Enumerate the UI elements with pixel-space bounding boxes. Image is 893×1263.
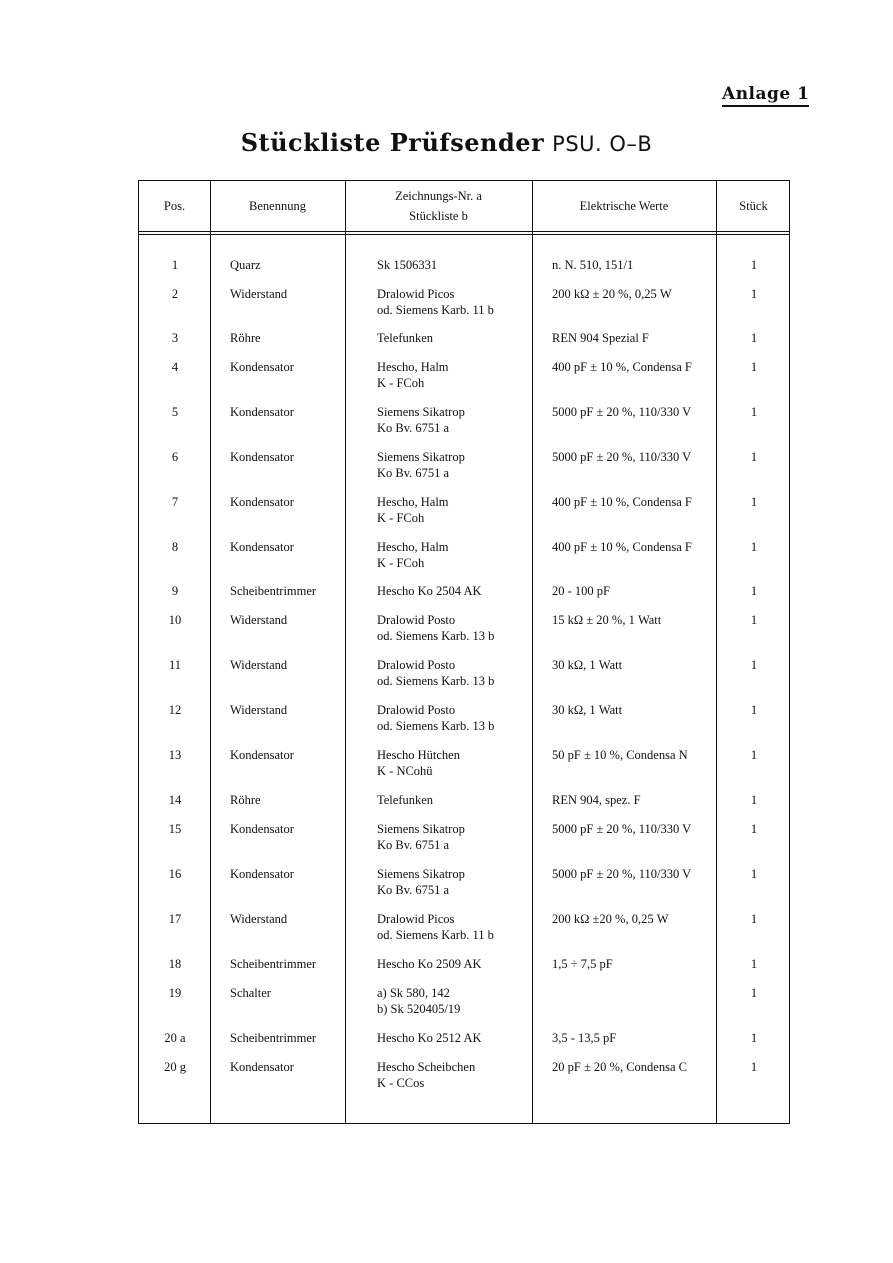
row-stueck: 1 bbox=[750, 748, 758, 762]
row-zeichnung-a: a) Sk 580, 142 bbox=[377, 986, 450, 1000]
row-pos: 1 bbox=[171, 258, 179, 272]
row-elektrisch: 50 pF ± 10 %, Condensa N bbox=[552, 748, 688, 762]
row-pos: 15 bbox=[168, 822, 182, 836]
row-pos: 18 bbox=[168, 957, 182, 971]
row-benennung: Röhre bbox=[230, 331, 261, 345]
row-benennung: Scheibentrimmer bbox=[230, 584, 317, 598]
row-zeichnung-a: Hescho, Halm bbox=[377, 540, 449, 554]
row-zeichnung-b: K - FCoh bbox=[377, 511, 425, 525]
row-zeichnung-b: Ko Bv. 6751 a bbox=[377, 466, 450, 480]
row-zeichnung-b: b) Sk 520405/19 bbox=[377, 1002, 461, 1016]
row-elektrisch: 200 kΩ ± 20 %, 0,25 W bbox=[552, 287, 672, 301]
row-elektrisch: 400 pF ± 10 %, Condensa F bbox=[552, 540, 692, 554]
header-zeichnung-a: Zeichnungs-Nr. a bbox=[395, 189, 482, 203]
row-pos: 17 bbox=[168, 912, 182, 926]
row-zeichnung-b: od. Siemens Karb. 13 b bbox=[377, 674, 495, 688]
row-pos: 20 g bbox=[164, 1060, 186, 1074]
column-divider bbox=[716, 181, 717, 1123]
row-zeichnung-a: Hescho Ko 2509 AK bbox=[377, 957, 482, 971]
row-pos: 10 bbox=[168, 613, 182, 627]
row-elektrisch: 400 pF ± 10 %, Condensa F bbox=[552, 360, 692, 374]
appendix-label: Anlage 1 bbox=[722, 84, 809, 107]
row-elektrisch: 3,5 - 13,5 pF bbox=[552, 1031, 617, 1045]
header-zeichnung-b: Stückliste b bbox=[409, 209, 468, 223]
row-benennung: Kondensator bbox=[230, 495, 294, 509]
row-zeichnung-b: K - CCos bbox=[377, 1076, 425, 1090]
row-zeichnung-a: Telefunken bbox=[377, 331, 434, 345]
header-rule bbox=[139, 234, 789, 235]
row-benennung: Kondensator bbox=[230, 748, 294, 762]
row-elektrisch: REN 904 Spezial F bbox=[552, 331, 649, 345]
row-benennung: Kondensator bbox=[230, 867, 294, 881]
row-stueck: 1 bbox=[750, 658, 758, 672]
row-zeichnung-b: od. Siemens Karb. 13 b bbox=[377, 629, 495, 643]
page-title bbox=[0, 128, 893, 157]
row-stueck: 1 bbox=[750, 793, 758, 807]
title-text: Stückliste Prüfsender bbox=[240, 128, 545, 157]
row-pos: 19 bbox=[168, 986, 182, 1000]
header-stueck: Stück bbox=[739, 199, 768, 213]
row-elektrisch: 5000 pF ± 20 %, 110/330 V bbox=[552, 405, 692, 419]
header-pos: Pos. bbox=[163, 199, 186, 213]
header-zeichnung bbox=[345, 181, 532, 231]
row-pos: 20 a bbox=[164, 1031, 186, 1045]
row-zeichnung-a: Telefunken bbox=[377, 793, 434, 807]
row-elektrisch: 5000 pF ± 20 %, 110/330 V bbox=[552, 822, 692, 836]
row-stueck: 1 bbox=[750, 450, 758, 464]
row-zeichnung-b: Ko Bv. 6751 a bbox=[377, 838, 450, 852]
row-stueck: 1 bbox=[750, 613, 758, 627]
row-stueck: 1 bbox=[750, 703, 758, 717]
row-pos: 12 bbox=[168, 703, 182, 717]
row-pos: 11 bbox=[168, 658, 182, 672]
row-stueck: 1 bbox=[750, 287, 758, 301]
row-pos: 7 bbox=[171, 495, 179, 509]
row-stueck: 1 bbox=[750, 1060, 758, 1074]
row-elektrisch: REN 904, spez. F bbox=[552, 793, 641, 807]
row-elektrisch: 20 - 100 pF bbox=[552, 584, 610, 598]
row-zeichnung-b: od. Siemens Karb. 13 b bbox=[377, 719, 495, 733]
row-benennung: Quarz bbox=[230, 258, 261, 272]
row-pos: 14 bbox=[168, 793, 182, 807]
row-elektrisch: 15 kΩ ± 20 %, 1 Watt bbox=[552, 613, 662, 627]
row-stueck: 1 bbox=[750, 957, 758, 971]
header-benennung: Benennung bbox=[249, 199, 306, 213]
row-zeichnung-a: Dralowid Picos bbox=[377, 287, 455, 301]
row-benennung: Kondensator bbox=[230, 405, 294, 419]
row-benennung: Widerstand bbox=[230, 658, 288, 672]
row-benennung: Widerstand bbox=[230, 912, 288, 926]
row-zeichnung-a: Hescho Ko 2512 AK bbox=[377, 1031, 482, 1045]
row-pos: 4 bbox=[171, 360, 179, 374]
row-elektrisch: 30 kΩ, 1 Watt bbox=[552, 658, 623, 672]
row-benennung: Kondensator bbox=[230, 540, 294, 554]
row-stueck: 1 bbox=[750, 1031, 758, 1045]
row-elektrisch: n. N. 510, 151/1 bbox=[552, 258, 634, 272]
row-pos: 9 bbox=[171, 584, 179, 598]
row-benennung: Scheibentrimmer bbox=[230, 957, 317, 971]
row-elektrisch: 400 pF ± 10 %, Condensa F bbox=[552, 495, 692, 509]
row-zeichnung-a: Hescho Ko 2504 AK bbox=[377, 584, 482, 598]
row-stueck: 1 bbox=[750, 912, 758, 926]
row-benennung: Scheibentrimmer bbox=[230, 1031, 317, 1045]
row-zeichnung-a: Siemens Sikatrop bbox=[377, 405, 465, 419]
row-zeichnung-a: Siemens Sikatrop bbox=[377, 822, 465, 836]
row-stueck: 1 bbox=[750, 584, 758, 598]
model-text: PSU. O–B bbox=[552, 132, 653, 156]
row-elektrisch: 200 kΩ ±20 %, 0,25 W bbox=[552, 912, 669, 926]
row-zeichnung-a: Dralowid Posto bbox=[377, 703, 456, 717]
row-elektrisch: 5000 pF ± 20 %, 110/330 V bbox=[552, 450, 692, 464]
row-zeichnung-a: Dralowid Picos bbox=[377, 912, 455, 926]
parts-table bbox=[138, 180, 790, 1124]
row-zeichnung-a: Dralowid Posto bbox=[377, 658, 456, 672]
row-benennung: Kondensator bbox=[230, 360, 294, 374]
row-stueck: 1 bbox=[750, 495, 758, 509]
row-pos: 2 bbox=[171, 287, 179, 301]
row-benennung: Röhre bbox=[230, 793, 261, 807]
row-elektrisch: 5000 pF ± 20 %, 110/330 V bbox=[552, 867, 692, 881]
row-stueck: 1 bbox=[750, 405, 758, 419]
row-benennung: Widerstand bbox=[230, 287, 288, 301]
column-divider bbox=[532, 181, 533, 1123]
row-zeichnung-b: K - FCoh bbox=[377, 556, 425, 570]
row-zeichnung-a: Dralowid Posto bbox=[377, 613, 456, 627]
row-benennung: Kondensator bbox=[230, 1060, 294, 1074]
row-elektrisch: 1,5 ÷ 7,5 pF bbox=[552, 957, 613, 971]
row-zeichnung-b: K - FCoh bbox=[377, 376, 425, 390]
row-benennung: Widerstand bbox=[230, 703, 288, 717]
row-stueck: 1 bbox=[750, 331, 758, 345]
row-pos: 5 bbox=[171, 405, 179, 419]
row-stueck: 1 bbox=[750, 540, 758, 554]
row-zeichnung-a: Hescho, Halm bbox=[377, 495, 449, 509]
column-divider bbox=[210, 181, 211, 1123]
row-benennung: Kondensator bbox=[230, 822, 294, 836]
column-divider bbox=[345, 181, 346, 1123]
row-zeichnung-a: Sk 1506331 bbox=[377, 258, 438, 272]
row-stueck: 1 bbox=[750, 258, 758, 272]
row-zeichnung-b: od. Siemens Karb. 11 b bbox=[377, 303, 494, 317]
row-stueck: 1 bbox=[750, 986, 758, 1000]
row-pos: 16 bbox=[168, 867, 182, 881]
header-rule bbox=[139, 231, 789, 232]
header-elektrisch: Elektrische Werte bbox=[579, 199, 669, 213]
row-zeichnung-a: Hescho, Halm bbox=[377, 360, 449, 374]
row-benennung: Schalter bbox=[230, 986, 271, 1000]
row-stueck: 1 bbox=[750, 867, 758, 881]
row-zeichnung-b: K - NCohü bbox=[377, 764, 433, 778]
row-zeichnung-b: od. Siemens Karb. 11 b bbox=[377, 928, 494, 942]
row-elektrisch: 20 pF ± 20 %, Condensa C bbox=[552, 1060, 687, 1074]
row-zeichnung-a: Hescho Hütchen bbox=[377, 748, 460, 762]
row-zeichnung-a: Siemens Sikatrop bbox=[377, 450, 465, 464]
row-pos: 6 bbox=[171, 450, 179, 464]
row-zeichnung-a: Hescho Scheibchen bbox=[377, 1060, 476, 1074]
row-benennung: Widerstand bbox=[230, 613, 288, 627]
row-zeichnung-b: Ko Bv. 6751 a bbox=[377, 883, 450, 897]
row-zeichnung-a: Siemens Sikatrop bbox=[377, 867, 465, 881]
row-elektrisch: 30 kΩ, 1 Watt bbox=[552, 703, 623, 717]
row-pos: 3 bbox=[171, 331, 179, 345]
row-stueck: 1 bbox=[750, 822, 758, 836]
row-pos: 13 bbox=[168, 748, 182, 762]
row-stueck: 1 bbox=[750, 360, 758, 374]
row-zeichnung-b: Ko Bv. 6751 a bbox=[377, 421, 450, 435]
row-benennung: Kondensator bbox=[230, 450, 294, 464]
row-pos: 8 bbox=[171, 540, 179, 554]
